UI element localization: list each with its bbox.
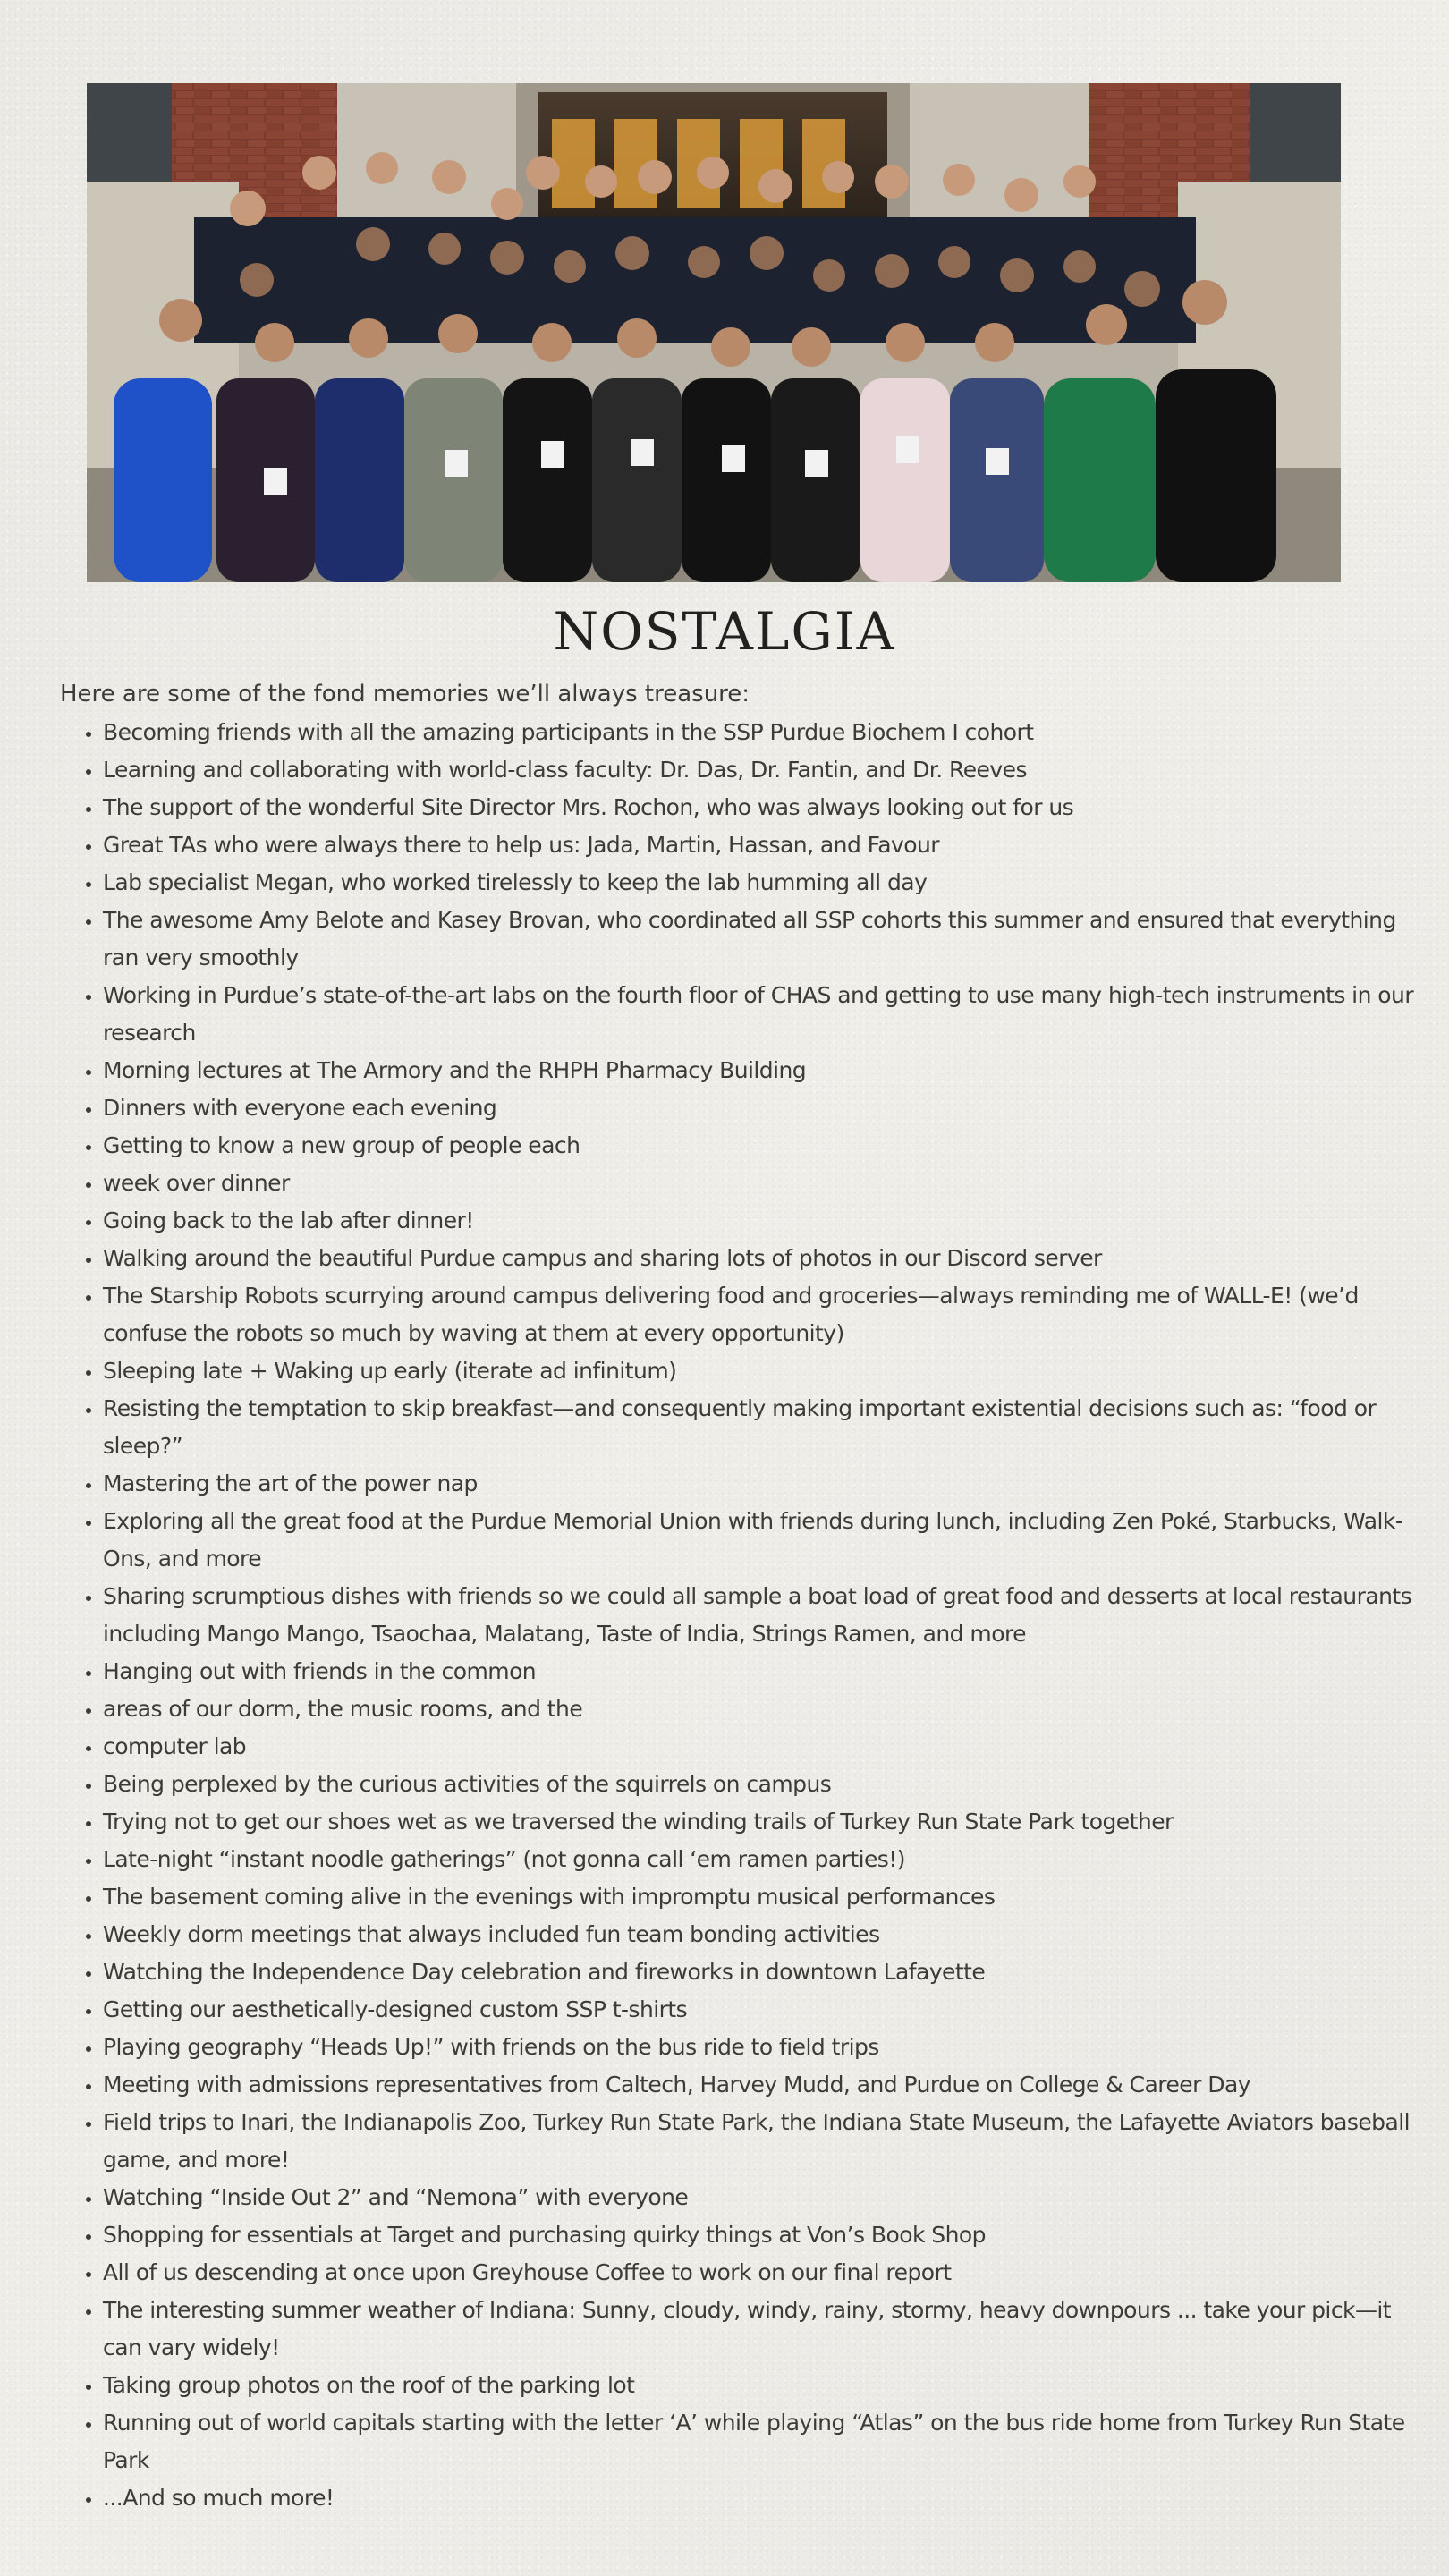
list-item: • Sleeping late + Waking up early (iterate ad infinitum) — [103, 1352, 1434, 1390]
list-item: • Trying not to get our shoes wet as we traversed the winding trails of Turkey Run State Park together — [103, 1803, 1434, 1841]
list-item: • The support of the wonderful Site Director Mrs. Rochon, who was always looking out for us — [103, 789, 1434, 826]
list-item: • Morning lectures at The Armory and the RHPH Pharmacy Building — [103, 1052, 1434, 1089]
memories-list — [60, 714, 1434, 2517]
intro-text: Here are some of the fond memories we’ll always treasure: — [60, 681, 750, 708]
list-item: • Field trips to Inari, the Indianapolis Zoo, Turkey Run State Park, the Indiana State Museum, the Lafayette Aviators baseball game, and more! — [103, 2104, 1434, 2179]
group-photo — [87, 83, 1341, 582]
list-item: • ...And so much more! — [103, 2479, 1434, 2517]
list-item: • Walking around the beautiful Purdue campus and sharing lots of photos in our Discord server — [103, 1240, 1434, 1277]
list-item: • Dinners with everyone each evening — [103, 1089, 1434, 1127]
list-item: • Learning and collaborating with world-class faculty: Dr. Das, Dr. Fantin, and Dr. Reeves — [103, 751, 1434, 789]
list-item: • Playing geography “Heads Up!” with friends on the bus ride to field trips — [103, 2029, 1434, 2066]
list-item: • Sharing scrumptious dishes with friends so we could all sample a boat load of great food and desserts at local restaurants including Mango Mango, Tsaochaa, Malatang, Taste of India, Strings Ramen, and more — [103, 1578, 1434, 1653]
list-item: • Getting to know a new group of people each — [103, 1127, 1434, 1165]
list-item: • Becoming friends with all the amazing participants in the SSP Purdue Biochem I cohort — [103, 714, 1434, 751]
list-item: • The Starship Robots scurrying around campus delivering food and groceries—always reminding me of WALL-E! (we’d confuse the robots so much by waving at them at every opportunity) — [103, 1277, 1434, 1352]
list-item: • Late-night “instant noodle gatherings” (not gonna call ‘em ramen parties!) — [103, 1841, 1434, 1878]
list-item: • Going back to the lab after dinner! — [103, 1202, 1434, 1240]
list-item: • Exploring all the great food at the Purdue Memorial Union with friends during lunch, including Zen Poké, Starbucks, Walk-Ons, and more — [103, 1503, 1434, 1578]
list-item: • The interesting summer weather of Indiana: Sunny, cloudy, windy, rainy, stormy, heavy downpours ... take your pick—it can vary widely! — [103, 2292, 1434, 2367]
list-item: • Resisting the temptation to skip breakfast—and consequently making important existential decisions such as: “food or sleep?” — [103, 1390, 1434, 1465]
list-item: • Working in Purdue’s state-of-the-art labs on the fourth floor of CHAS and getting to use many high-tech instruments in our research — [103, 977, 1434, 1052]
list-item: • Shopping for essentials at Target and purchasing quirky things at Von’s Book Shop — [103, 2216, 1434, 2254]
list-item: • Watching the Independence Day celebration and fireworks in downtown Lafayette — [103, 1953, 1434, 1991]
list-item: • Watching “Inside Out 2” and “Nemona” with everyone — [103, 2179, 1434, 2216]
list-item: • The awesome Amy Belote and Kasey Brovan, who coordinated all SSP cohorts this summer and ensured that everything ran very smoothly — [103, 902, 1434, 977]
page-title: NOSTALGIA — [553, 601, 896, 662]
list-item: • Hanging out with friends in the common — [103, 1653, 1434, 1690]
list-item: • Getting our aesthetically-designed custom SSP t-shirts — [103, 1991, 1434, 2029]
list-item: • Taking group photos on the roof of the parking lot — [103, 2367, 1434, 2404]
list-item: • The basement coming alive in the evenings with impromptu musical performances — [103, 1878, 1434, 1916]
list-item: • Running out of world capitals starting with the letter ‘A’ while playing “Atlas” on the bus ride home from Turkey Run State Park — [103, 2404, 1434, 2479]
list-item: • Lab specialist Megan, who worked tirelessly to keep the lab humming all day — [103, 864, 1434, 902]
list-item: • All of us descending at once upon Greyhouse Coffee to work on our final report — [103, 2254, 1434, 2292]
list-item: • computer lab — [103, 1728, 1434, 1766]
list-item: • areas of our dorm, the music rooms, and the — [103, 1690, 1434, 1728]
list-item: • Meeting with admissions representatives from Caltech, Harvey Mudd, and Purdue on College & Career Day — [103, 2066, 1434, 2104]
list-item: • Being perplexed by the curious activities of the squirrels on campus — [103, 1766, 1434, 1803]
list-item: • week over dinner — [103, 1165, 1434, 1202]
list-item: • Weekly dorm meetings that always included fun team bonding activities — [103, 1916, 1434, 1953]
list-item: • Great TAs who were always there to help us: Jada, Martin, Hassan, and Favour — [103, 826, 1434, 864]
list-item: • Mastering the art of the power nap — [103, 1465, 1434, 1503]
